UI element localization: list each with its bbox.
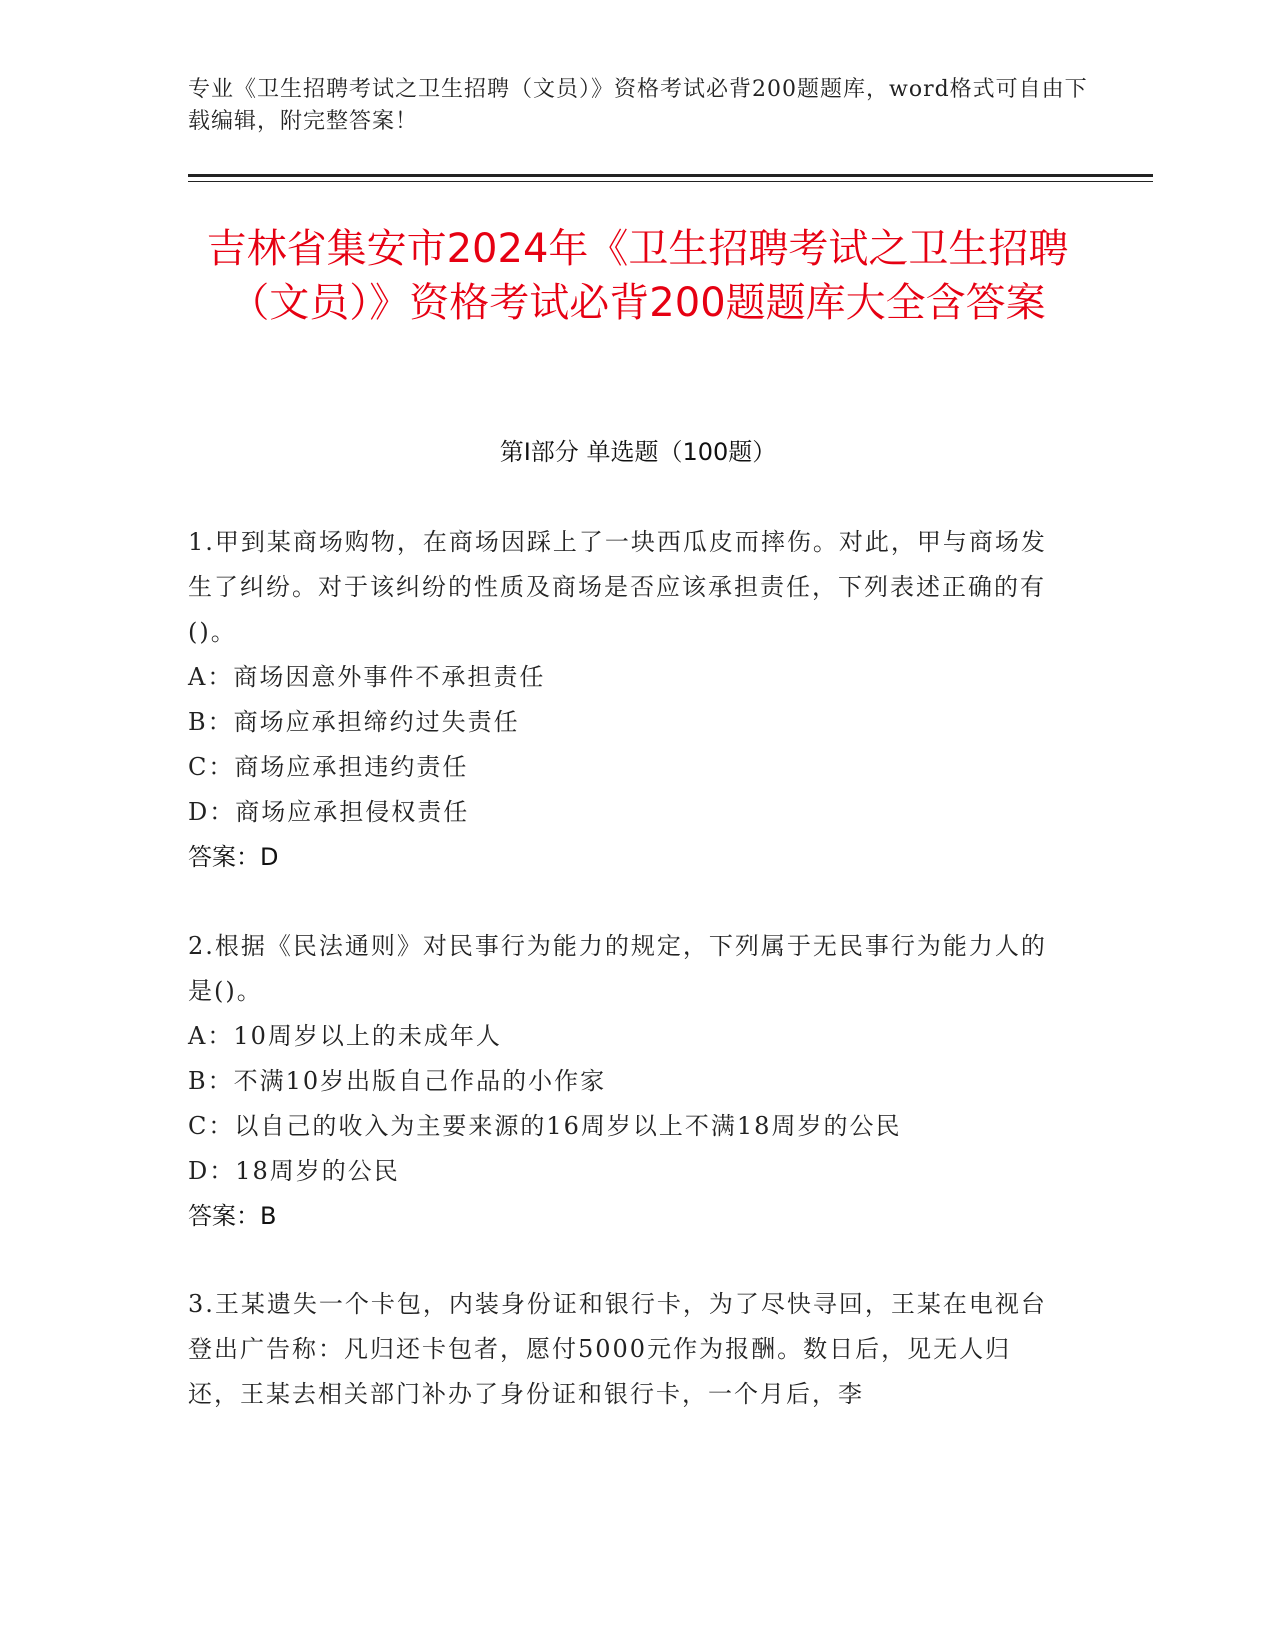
option-c: C：以自己的收入为主要来源的16周岁以上不满18周岁的公民 bbox=[188, 1112, 902, 1140]
section-heading: 第I部分 单选题（100题） bbox=[499, 438, 777, 466]
option-b: B：商场应承担缔约过失责任 bbox=[188, 708, 520, 736]
option-a: A：10周岁以上的未成年人 bbox=[188, 1022, 502, 1050]
option-d: D：商场应承担侵权责任 bbox=[188, 798, 470, 826]
question-1 bbox=[188, 520, 1048, 880]
answer: 答案：D bbox=[188, 843, 279, 871]
option-c: C：商场应承担违约责任 bbox=[188, 753, 469, 781]
option-d: D：18周岁的公民 bbox=[188, 1157, 400, 1185]
question-3 bbox=[188, 1282, 1048, 1417]
document-title: 吉林省集安市2024年《卫生招聘考试之卫生招聘（文员）》资格考试必背200题题库大全含答案 bbox=[206, 226, 1069, 326]
header-rule-thin bbox=[188, 181, 1153, 182]
option-b: B：不满10岁出版自己作品的小作家 bbox=[188, 1067, 607, 1095]
question-stem: 3.王某遗失一个卡包，内装身份证和银行卡，为了尽快寻回，王某在电视台登出广告称：凡归还卡包者，愿付5000元作为报酬。数日后，见无人归还，王某去相关部门补办了身份证和银行卡，一个月后，李 bbox=[188, 1290, 1047, 1408]
answer: 答案：B bbox=[188, 1202, 277, 1230]
question-stem: 2.根据《民法通则》对民事行为能力的规定，下列属于无民事行为能力人的是()。 bbox=[188, 932, 1047, 1005]
question-stem: 1.甲到某商场购物，在商场因踩上了一块西瓜皮而摔伤。对此，甲与商场发生了纠纷。对于该纠纷的性质及商场是否应该承担责任，下列表述正确的有()。 bbox=[188, 528, 1047, 646]
option-a: A：商场因意外事件不承担责任 bbox=[188, 663, 546, 691]
header-rule-thick bbox=[188, 174, 1153, 177]
question-2 bbox=[188, 924, 1048, 1239]
header-note: 专业《卫生招聘考试之卫生招聘（文员）》资格考试必背200题题库，word格式可自由下载编辑，附完整答案！ bbox=[188, 77, 1088, 134]
